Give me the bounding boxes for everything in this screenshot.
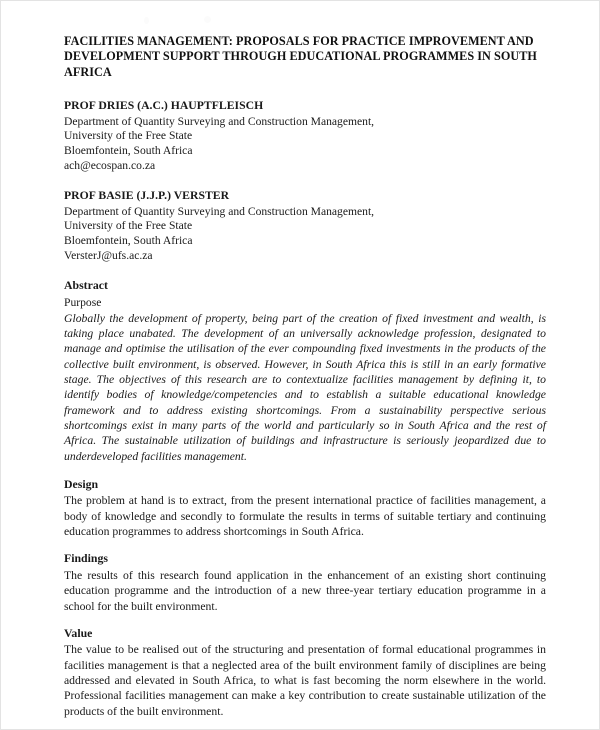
section-design — [64, 477, 546, 539]
author-block-2 — [64, 188, 546, 263]
author-name: PROF BASIE (J.J.P.) VERSTER — [64, 189, 230, 203]
section-findings — [64, 551, 546, 613]
section-body: The value to be realised out of the structuring and presentation of formal educational programmes in facilities management is that a neglected area of the built environment family of disciplines are being addressed and elevated in South Africa, to what is fast becoming the norm elsewhere in the world. Professional facilities management can make a key contribution to create sustainable utilization of the products of the built environment. — [64, 643, 546, 718]
section-subheading: Purpose — [64, 295, 102, 309]
section-body: The problem at hand is to extract, from the present international practice of facilities management, a body of knowledge and secondly to formulate the results in terms of suitable tertiary and continuing education programmes to address shortcomings in South Africa. — [64, 494, 546, 539]
author-department: Department of Quantity Surveying and Construction Management, — [64, 114, 375, 128]
section-abstract — [64, 278, 546, 464]
page-title: FACILITIES MANAGEMENT: PROPOSALS FOR PRACTICE IMPROVEMENT AND DEVELOPMENT SUPPORT THROUGH EDUCATIONAL PROGRAMMES IN SOUTH AFRICA — [64, 34, 537, 79]
section-value — [64, 626, 546, 719]
author-email[interactable]: ach@ecospan.co.za — [64, 158, 156, 172]
author-block-1 — [64, 98, 546, 173]
section-body: The results of this research found application in the enhancement of an existing short continuing education programme and the introduction of a new three-year tertiary education programme in a school for the built environment. — [64, 568, 546, 613]
author-department: Department of Quantity Surveying and Construction Management, — [64, 204, 375, 218]
scan-artifact-speck — [204, 16, 211, 23]
author-name: PROF DRIES (A.C.) HAUPTFLEISCH — [64, 99, 264, 113]
document-content — [64, 34, 546, 719]
section-body: Globally the development of property, being part of the creation of fixed investment and wealth, is taking place unabated. The development of an universally acknowledge profession, designated to manage and optimise the utilisation of the ever compounding fixed investments in the products of the collective built environment, is observed. However, in South Africa this is still in an early formative stage. The objectives of this research are to contextualize facilities management by defining it, to identify bodies of knowledge/competencies and to establish a suitable educational knowledge framework and to address existing shortcomings. From a sustainability perspective serious shortcomings exist in many parts of the world and particularly so in South Africa and the rest of Africa. The sustainable utilization of buildings and infrastructure is seriously jeopardized due to underdeveloped facilities management. — [64, 311, 546, 463]
author-email[interactable]: VersterJ@ufs.ac.za — [64, 248, 153, 262]
author-location: Bloemfontein, South Africa — [64, 144, 193, 157]
author-location: Bloemfontein, South Africa — [64, 233, 193, 247]
section-heading: Abstract — [64, 278, 108, 293]
section-heading: Value — [64, 625, 93, 640]
author-institution: University of the Free State — [64, 219, 193, 233]
scan-artifact-speck — [144, 17, 149, 24]
section-heading: Findings — [64, 551, 108, 566]
author-institution: University of the Free State — [64, 129, 193, 143]
section-heading: Design — [64, 477, 99, 491]
